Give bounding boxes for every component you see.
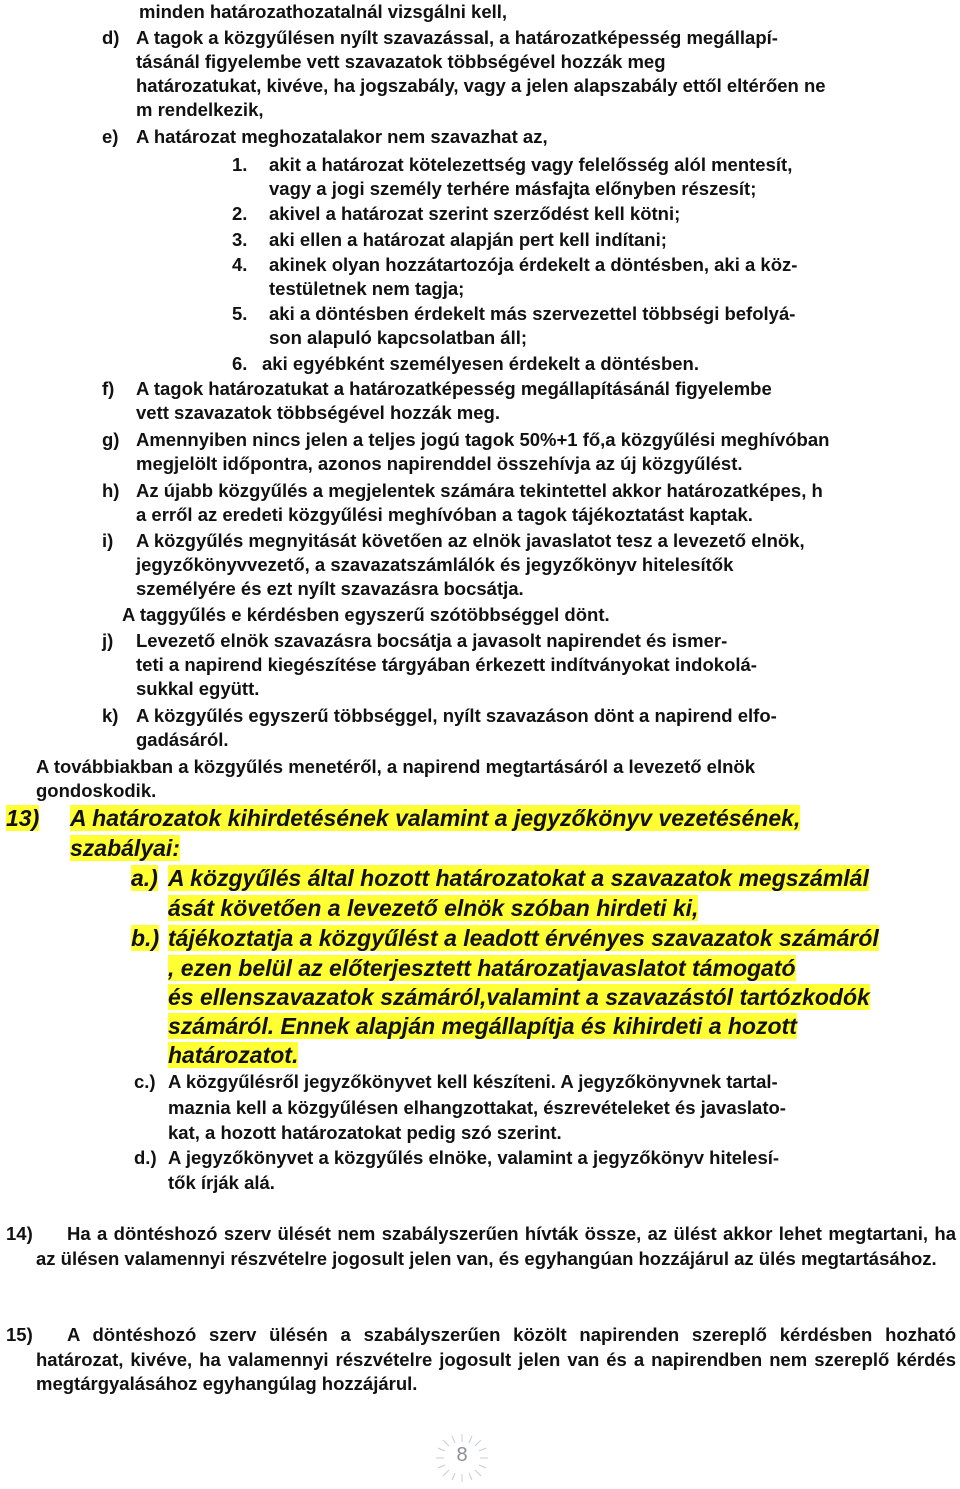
section-13-b-label: b.) xyxy=(131,925,160,951)
page-number xyxy=(432,1432,492,1484)
item-h-line: a erről az eredeti közgyűlési meghívóban a tagok tájékoztatást kaptak. xyxy=(136,504,753,525)
item-j-line: teti a napirend kiegészítése tárgyában érkezett indítványokat indokolá- xyxy=(136,654,757,675)
item-e-label: e) xyxy=(102,126,119,147)
section-13-b-line: határozatot. xyxy=(168,1042,299,1068)
section-14-number: 14) xyxy=(6,1223,33,1244)
sub-item-line: testületnek nem tagja; xyxy=(269,278,465,299)
section-13-a-label: a.) xyxy=(131,865,158,891)
item-j-line: Levezető elnök szavazásra bocsátja a javasolt napirendet és ismer- xyxy=(136,630,728,651)
section-13-title: A határozatok kihirdetésének valamint a jegyzőkönyv vezetésének, xyxy=(70,805,801,831)
item-f-line: vett szavazatok többségével hozzák meg. xyxy=(136,402,500,423)
section-14-text: Ha a döntéshozó szerv ülését nem szabályszerűen hívták össze, az ülést akkor lehet megtartani, ha az ülésen valamennyi részvételre jogosult jelen van, és egyhangúan hozzájárul az ülés megtartásához. xyxy=(36,1223,956,1269)
sub-item-line: akit a határozat kötelezettség vagy felelősség alól mentesít, xyxy=(269,154,793,175)
sub-item-num: 2. xyxy=(232,203,248,224)
item-g-label: g) xyxy=(102,429,120,450)
item-j-label: j) xyxy=(102,630,114,651)
closing-line: gondoskodik. xyxy=(36,780,157,801)
sub-item-line: aki egyébként személyesen érdekelt a döntésben. xyxy=(262,353,699,374)
sub-item-line: son alapuló kapcsolatban áll; xyxy=(269,327,528,348)
item-f-line: A tagok határozatukat a határozatképesség megállapításánál figyelembe xyxy=(136,378,772,399)
section-13-b-line: számáról. Ennek alapján megállapítja és kihirdeti a hozott xyxy=(168,1013,797,1039)
section-13-b-line: , ezen belül az előterjesztett határozatjavaslatot támogató xyxy=(168,955,796,981)
section-13-c-line: maznia kell a közgyűlésen elhangzottakat, észrevételeket és javaslato- xyxy=(168,1097,786,1118)
sub-item-line: vagy a jogi személy terhére másfajta előnyben részesít; xyxy=(269,178,757,199)
sub-item-line: akivel a határozat szerint szerződést kell kötni; xyxy=(269,203,681,224)
item-g-line: megjelölt időpontra, azonos napirenddel összehívja az új közgyűlést. xyxy=(136,453,743,474)
item-d-line: határozatukat, kivéve, ha jogszabály, vagy a jelen alapszabály ettől eltérően ne xyxy=(136,75,826,96)
section-13-title: szabályai: xyxy=(70,835,180,861)
closing-line: A továbbiakban a közgyűlés menetéről, a napirend megtartásáról a levezető elnök xyxy=(36,756,755,777)
item-d-label: d) xyxy=(102,27,120,48)
intro-line: minden határozathozatalnál vizsgálni kell, xyxy=(139,1,508,22)
item-e-line: A határozat meghozatalakor nem szavazhat az, xyxy=(136,126,548,147)
item-i-note: A taggyűlés e kérdésben egyszerű szótöbbséggel dönt. xyxy=(122,604,610,625)
section-13-number: 13) xyxy=(6,805,40,831)
item-h-label: h) xyxy=(102,480,120,501)
item-k-line: A közgyűlés egyszerű többséggel, nyílt szavazáson dönt a napirend elfo- xyxy=(136,705,777,726)
sub-item-num: 1. xyxy=(232,154,248,175)
item-j-line: sukkal együtt. xyxy=(136,678,260,699)
section-13-c-line: kat, a hozott határozatokat pedig szó szerint. xyxy=(168,1122,562,1143)
item-g-line: Amennyiben nincs jelen a teljes jogú tagok 50%+1 fő,a közgyűlési meghívóban xyxy=(136,429,830,450)
item-h-line: Az újabb közgyűlés a megjelentek számára tekintettel akkor határozatképes, h xyxy=(136,480,823,501)
sub-item-line: akinek olyan hozzátartozója érdekelt a döntésben, aki a köz- xyxy=(269,254,798,275)
section-13-d-line: A jegyzőkönyvet a közgyűlés elnöke, valamint a jegyzőkönyv hitelesí- xyxy=(168,1147,780,1168)
item-i-label: i) xyxy=(102,530,114,551)
page-number-text: 8 xyxy=(456,1444,468,1466)
section-15-text: A döntéshozó szerv ülésén a szabályszerűen közölt napirenden szereplő kérdésben hozható határozat, kivéve, ha valamennyi részvételre jogosult jelen van és a napirendben nem szereplő kérdés megtárgyalásához egyhangúlag hozzájárul. xyxy=(36,1324,956,1394)
sub-item-line: aki ellen a határozat alapján pert kell indítani; xyxy=(269,229,667,250)
section-13-c-line: A közgyűlésről jegyzőkönyvet kell készíteni. A jegyzőkönyvnek tartal- xyxy=(168,1071,778,1092)
item-i-line: A közgyűlés megnyitását követően az elnök javaslatot tesz a levezető elnök, xyxy=(136,530,805,551)
item-i-line: személyére és ezt nyílt szavazásra bocsátja. xyxy=(136,578,524,599)
item-d-line: tásánál figyelembe vett szavazatok többségével hozzák meg xyxy=(136,51,666,72)
sub-item-num: 6. xyxy=(232,353,248,374)
section-13-a-line: A közgyűlés által hozott határozatokat a szavazatok megszámlál xyxy=(168,865,869,891)
item-f-label: f) xyxy=(102,378,115,399)
item-d-line: m rendelkezik, xyxy=(136,99,264,120)
section-13-c-label: c.) xyxy=(134,1071,156,1092)
section-13-b-line: és ellenszavazatok számáról,valamint a szavazástól tartózkodók xyxy=(168,984,870,1010)
sub-item-num: 3. xyxy=(232,229,248,250)
item-k-line: gadásáról. xyxy=(136,729,229,750)
sub-item-num: 4. xyxy=(232,254,248,275)
item-d-line: A tagok a közgyűlésen nyílt szavazással, a határozatképesség megállapí- xyxy=(136,27,778,48)
item-k-label: k) xyxy=(102,705,119,726)
section-13-d-line: tők írják alá. xyxy=(168,1172,275,1193)
section-15-number: 15) xyxy=(6,1324,33,1345)
section-13-d-label: d.) xyxy=(134,1147,157,1168)
item-i-line: jegyzőkönyvvezető, a szavazatszámlálók és jegyzőkönyv hitelesítők xyxy=(136,554,734,575)
section-13-a-line: ását követően a levezető elnök szóban hirdeti ki, xyxy=(168,895,699,921)
sub-item-line: aki a döntésben érdekelt más szervezettel többségi befolyá- xyxy=(269,303,796,324)
sub-item-num: 5. xyxy=(232,303,248,324)
section-13-b-line: tájékoztatja a közgyűlést a leadott érvényes szavazatok számáról xyxy=(168,925,879,951)
